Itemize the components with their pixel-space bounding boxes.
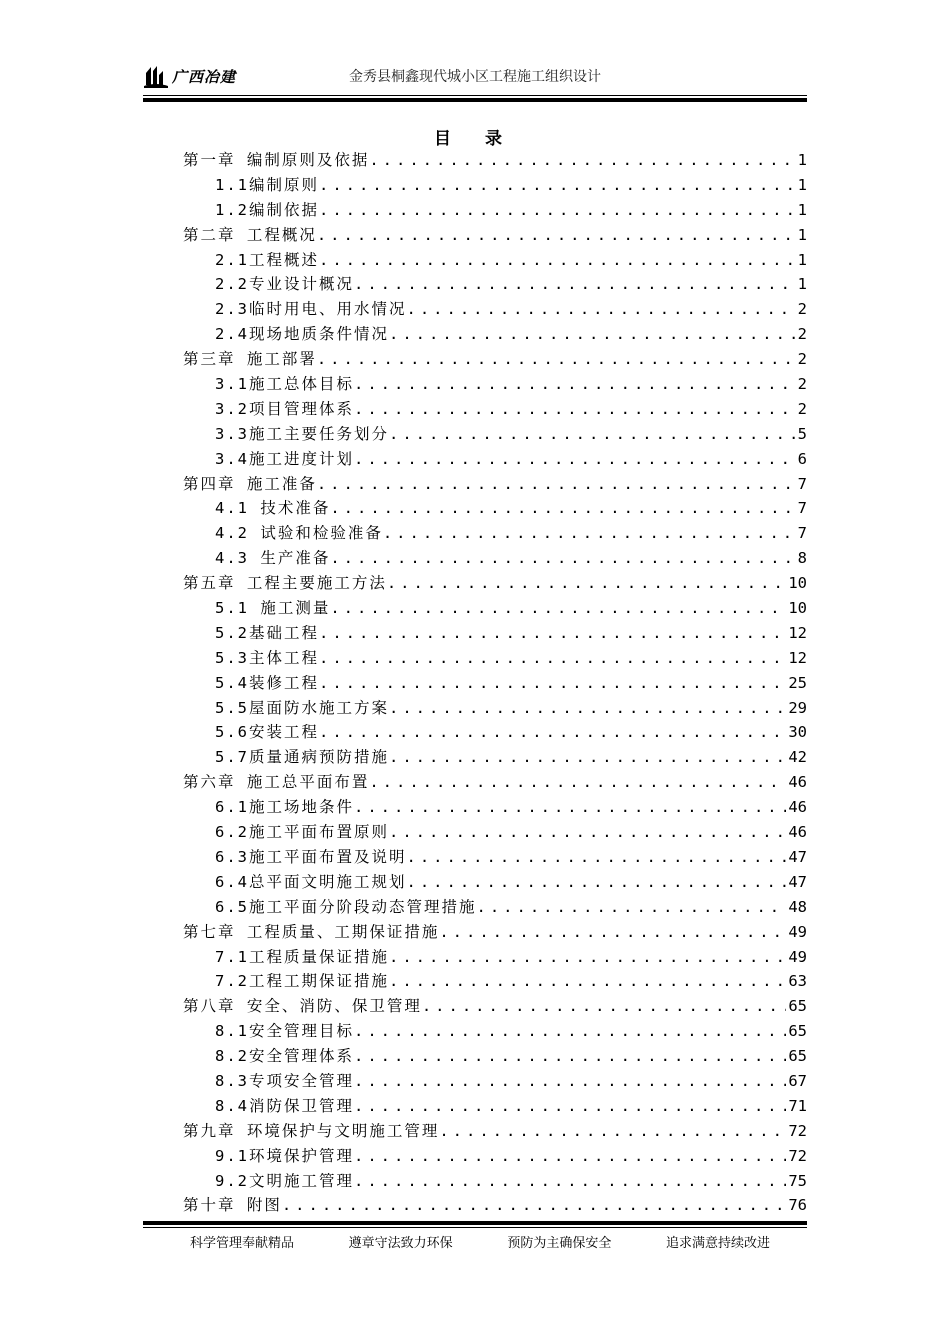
toc-entry-label: 6.3施工平面布置及说明 xyxy=(215,847,407,866)
page-footer xyxy=(190,1232,770,1251)
toc-leader-dots xyxy=(389,945,786,970)
toc-entry-label: 7.1工程质量保证措施 xyxy=(215,947,389,966)
toc-entry-label: 2.1工程概述 xyxy=(215,250,319,269)
toc-leader-dots xyxy=(354,447,796,472)
toc-entry-label: 8.3专项安全管理 xyxy=(215,1071,354,1090)
toc-chapter-entry[interactable] xyxy=(183,770,807,795)
toc-entry-label: 5.7质量通病预防措施 xyxy=(215,748,389,767)
footer-rule-thin xyxy=(143,1227,807,1228)
toc-page-number: 25 xyxy=(788,673,807,692)
toc-entry-label: 5.5屋面防水施工方案 xyxy=(215,698,389,717)
toc-page-number: 10 xyxy=(788,574,807,593)
toc-page-number: 71 xyxy=(788,1096,807,1115)
toc-entry-label: 9.2文明施工管理 xyxy=(215,1171,354,1190)
toc-page-number: 65 xyxy=(788,997,807,1016)
toc-leader-dots xyxy=(389,969,786,994)
toc-section-entry[interactable] xyxy=(183,447,807,472)
toc-section-entry[interactable] xyxy=(183,372,807,397)
toc-section-entry[interactable] xyxy=(183,297,807,322)
toc-page-number: 2 xyxy=(797,350,807,369)
toc-page-number: 8 xyxy=(797,549,807,568)
toc-entry-label: 2.2专业设计概况 xyxy=(215,275,354,294)
toc-leader-dots xyxy=(317,347,796,372)
toc-chapter-entry[interactable] xyxy=(183,347,807,372)
toc-page-number: 30 xyxy=(788,723,807,742)
toc-leader-dots xyxy=(319,720,786,745)
toc-leader-dots xyxy=(330,546,795,571)
toc-section-entry[interactable] xyxy=(183,1094,807,1119)
table-of-contents xyxy=(183,148,807,1218)
toc-section-entry[interactable] xyxy=(183,1169,807,1194)
toc-leader-dots xyxy=(407,297,796,322)
toc-entry-label: 6.5施工平面分阶段动态管理措施 xyxy=(215,897,477,916)
toc-page-number: 2 xyxy=(797,375,807,394)
toc-leader-dots xyxy=(354,1069,786,1094)
toc-page-number: 47 xyxy=(788,872,807,891)
toc-section-entry[interactable] xyxy=(183,422,807,447)
toc-leader-dots xyxy=(354,1019,786,1044)
toc-chapter-entry[interactable] xyxy=(183,920,807,945)
toc-leader-dots xyxy=(354,1169,786,1194)
toc-page-number: 48 xyxy=(788,897,807,916)
toc-section-entry[interactable] xyxy=(183,795,807,820)
toc-section-entry[interactable] xyxy=(183,1044,807,1069)
toc-entry-label: 8.1安全管理目标 xyxy=(215,1022,354,1041)
toc-leader-dots xyxy=(369,148,795,173)
toc-section-entry[interactable] xyxy=(183,496,807,521)
toc-section-entry[interactable] xyxy=(183,1069,807,1094)
footer-rule-thick xyxy=(143,1221,807,1225)
toc-section-entry[interactable] xyxy=(183,895,807,920)
toc-leader-dots xyxy=(354,1144,786,1169)
toc-page-number: 63 xyxy=(788,972,807,991)
toc-entry-label: 6.2施工平面布置原则 xyxy=(215,823,389,842)
toc-entry-label: 5.1 施工测量 xyxy=(215,599,331,618)
toc-entry-label: 5.6安装工程 xyxy=(215,723,319,742)
header-rule-thick xyxy=(143,98,807,102)
toc-page-number: 42 xyxy=(788,748,807,767)
toc-leader-dots xyxy=(319,671,786,696)
toc-page-number: 7 xyxy=(797,524,807,543)
toc-leader-dots xyxy=(354,795,786,820)
toc-section-entry[interactable] xyxy=(183,272,807,297)
toc-chapter-entry[interactable] xyxy=(183,472,807,497)
toc-chapter-entry[interactable] xyxy=(183,148,807,173)
toc-entry-label: 第四章 施工准备 xyxy=(183,474,317,493)
toc-page-number: 72 xyxy=(788,1121,807,1140)
toc-section-entry[interactable] xyxy=(183,820,807,845)
toc-entry-label: 6.4总平面文明施工规划 xyxy=(215,872,407,891)
toc-leader-dots xyxy=(439,1119,786,1144)
toc-leader-dots xyxy=(422,994,786,1019)
toc-section-entry[interactable] xyxy=(183,621,807,646)
toc-entry-label: 5.3主体工程 xyxy=(215,648,319,667)
toc-entry-label: 3.2项目管理体系 xyxy=(215,399,354,418)
toc-leader-dots xyxy=(407,845,787,870)
toc-page-number: 1 xyxy=(797,250,807,269)
header-rule-thin xyxy=(143,95,807,96)
document-title: 金秀县桐鑫现代城小区工程施工组织设计 xyxy=(349,69,601,85)
toc-page-number: 65 xyxy=(788,1022,807,1041)
toc-entry-label: 8.4消防保卫管理 xyxy=(215,1096,354,1115)
toc-title: 目 录 xyxy=(434,129,516,149)
toc-entry-label: 第七章 工程质量、工期保证措施 xyxy=(183,922,440,941)
toc-section-entry[interactable] xyxy=(183,969,807,994)
toc-entry-label: 第二章 工程概况 xyxy=(183,225,317,244)
toc-chapter-entry[interactable] xyxy=(183,223,807,248)
toc-leader-dots xyxy=(389,322,796,347)
toc-section-entry[interactable] xyxy=(183,720,807,745)
toc-entry-label: 第十章 附图 xyxy=(183,1196,282,1215)
toc-page-number: 2 xyxy=(797,300,807,319)
logo-text: 广西冶建 xyxy=(172,67,237,86)
toc-leader-dots xyxy=(319,646,786,671)
toc-leader-dots xyxy=(317,472,796,497)
toc-page-number: 1 xyxy=(797,275,807,294)
toc-entry-label: 4.3 生产准备 xyxy=(215,549,331,568)
toc-page-number: 6 xyxy=(797,449,807,468)
toc-section-entry[interactable] xyxy=(183,521,807,546)
toc-section-entry[interactable] xyxy=(183,1019,807,1044)
toc-section-entry[interactable] xyxy=(183,671,807,696)
toc-page-number: 2 xyxy=(797,399,807,418)
toc-entry-label: 2.3临时用电、用水情况 xyxy=(215,300,407,319)
toc-leader-dots xyxy=(319,248,796,273)
toc-page-number: 1 xyxy=(797,175,807,194)
toc-entry-label: 5.4装修工程 xyxy=(215,673,319,692)
toc-leader-dots xyxy=(389,745,786,770)
toc-page-number: 72 xyxy=(788,1146,807,1165)
toc-page-number: 67 xyxy=(788,1071,807,1090)
toc-page-number: 65 xyxy=(788,1047,807,1066)
toc-chapter-entry[interactable] xyxy=(183,994,807,1019)
toc-section-entry[interactable] xyxy=(183,870,807,895)
toc-entry-label: 第八章 安全、消防、保卫管理 xyxy=(183,997,422,1016)
toc-leader-dots xyxy=(317,223,796,248)
toc-entry-label: 第五章 工程主要施工方法 xyxy=(183,574,387,593)
toc-page-number: 49 xyxy=(788,947,807,966)
toc-page-number: 12 xyxy=(788,623,807,642)
toc-page-number: 47 xyxy=(788,847,807,866)
toc-leader-dots xyxy=(383,521,796,546)
toc-page-number: 46 xyxy=(788,773,807,792)
toc-chapter-entry[interactable] xyxy=(183,571,807,596)
toc-page-number: 1 xyxy=(797,225,807,244)
toc-page-number: 46 xyxy=(788,798,807,817)
toc-entry-label: 4.2 试验和检验准备 xyxy=(215,524,383,543)
toc-entry-label: 第三章 施工部署 xyxy=(183,350,317,369)
toc-page-number: 12 xyxy=(788,648,807,667)
toc-section-entry[interactable] xyxy=(183,745,807,770)
toc-section-entry[interactable] xyxy=(183,198,807,223)
toc-page-number: 75 xyxy=(788,1171,807,1190)
toc-leader-dots xyxy=(282,1193,786,1218)
toc-entry-label: 4.1 技术准备 xyxy=(215,499,331,518)
toc-page-number: 1 xyxy=(797,200,807,219)
toc-entry-label: 5.2基础工程 xyxy=(215,623,319,642)
toc-entry-label: 3.4施工进度计划 xyxy=(215,449,354,468)
page-header xyxy=(143,58,807,92)
toc-leader-dots xyxy=(389,820,786,845)
toc-page-number: 2 xyxy=(797,325,807,344)
toc-leader-dots xyxy=(319,173,796,198)
toc-section-entry[interactable] xyxy=(183,696,807,721)
toc-page-number: 7 xyxy=(797,499,807,518)
toc-section-entry[interactable] xyxy=(183,945,807,970)
toc-page-number: 76 xyxy=(788,1196,807,1215)
toc-chapter-entry[interactable] xyxy=(183,1119,807,1144)
toc-page-number: 49 xyxy=(788,922,807,941)
toc-entry-label: 7.2工程工期保证措施 xyxy=(215,972,389,991)
toc-section-entry[interactable] xyxy=(183,1144,807,1169)
toc-page-number: 1 xyxy=(797,151,807,169)
toc-section-entry[interactable] xyxy=(183,397,807,422)
toc-entry-label: 第一章 编制原则及依据 xyxy=(183,151,370,169)
toc-entry-label: 1.1编制原则 xyxy=(215,175,319,194)
toc-leader-dots xyxy=(387,571,786,596)
toc-entry-label: 6.1施工场地条件 xyxy=(215,798,354,817)
toc-entry-label: 第九章 环境保护与文明施工管理 xyxy=(183,1121,440,1140)
footer-slogan: 科学管理奉献精品 xyxy=(190,1236,295,1251)
toc-entry-label: 第六章 施工总平面布置 xyxy=(183,773,370,792)
toc-entry-label: 8.2安全管理体系 xyxy=(215,1047,354,1066)
footer-slogan: 预防为主确保安全 xyxy=(507,1236,612,1251)
toc-section-entry[interactable] xyxy=(183,596,807,621)
toc-page-number: 7 xyxy=(797,474,807,493)
toc-section-entry[interactable] xyxy=(183,248,807,273)
toc-entry-label: 9.1环境保护管理 xyxy=(215,1146,354,1165)
toc-section-entry[interactable] xyxy=(183,322,807,347)
toc-leader-dots xyxy=(319,198,796,223)
toc-page-number: 29 xyxy=(788,698,807,717)
toc-leader-dots xyxy=(369,770,786,795)
toc-leader-dots xyxy=(330,596,786,621)
toc-leader-dots xyxy=(389,696,786,721)
toc-leader-dots xyxy=(354,1094,786,1119)
toc-entry-label: 2.4现场地质条件情况 xyxy=(215,325,389,344)
toc-leader-dots xyxy=(330,496,795,521)
toc-section-entry[interactable] xyxy=(183,546,807,571)
toc-leader-dots xyxy=(354,272,796,297)
toc-leader-dots xyxy=(354,372,796,397)
toc-section-entry[interactable] xyxy=(183,646,807,671)
toc-section-entry[interactable] xyxy=(183,845,807,870)
footer-slogan: 追求满意持续改进 xyxy=(665,1236,770,1251)
footer-slogan: 遵章守法致力环保 xyxy=(348,1236,453,1251)
toc-page-number: 5 xyxy=(797,424,807,443)
toc-leader-dots xyxy=(407,870,787,895)
toc-section-entry[interactable] xyxy=(183,173,807,198)
toc-page-number: 46 xyxy=(788,823,807,842)
toc-entry-label: 3.3施工主要任务划分 xyxy=(215,424,389,443)
toc-entry-label: 1.2编制依据 xyxy=(215,200,319,219)
toc-entry-label: 3.1施工总体目标 xyxy=(215,375,354,394)
toc-leader-dots xyxy=(354,397,796,422)
toc-chapter-entry[interactable] xyxy=(183,1193,807,1218)
toc-page-number: 10 xyxy=(788,599,807,618)
toc-leader-dots xyxy=(477,895,787,920)
toc-leader-dots xyxy=(354,1044,786,1069)
toc-leader-dots xyxy=(319,621,786,646)
toc-leader-dots xyxy=(439,920,786,945)
toc-leader-dots xyxy=(389,422,796,447)
